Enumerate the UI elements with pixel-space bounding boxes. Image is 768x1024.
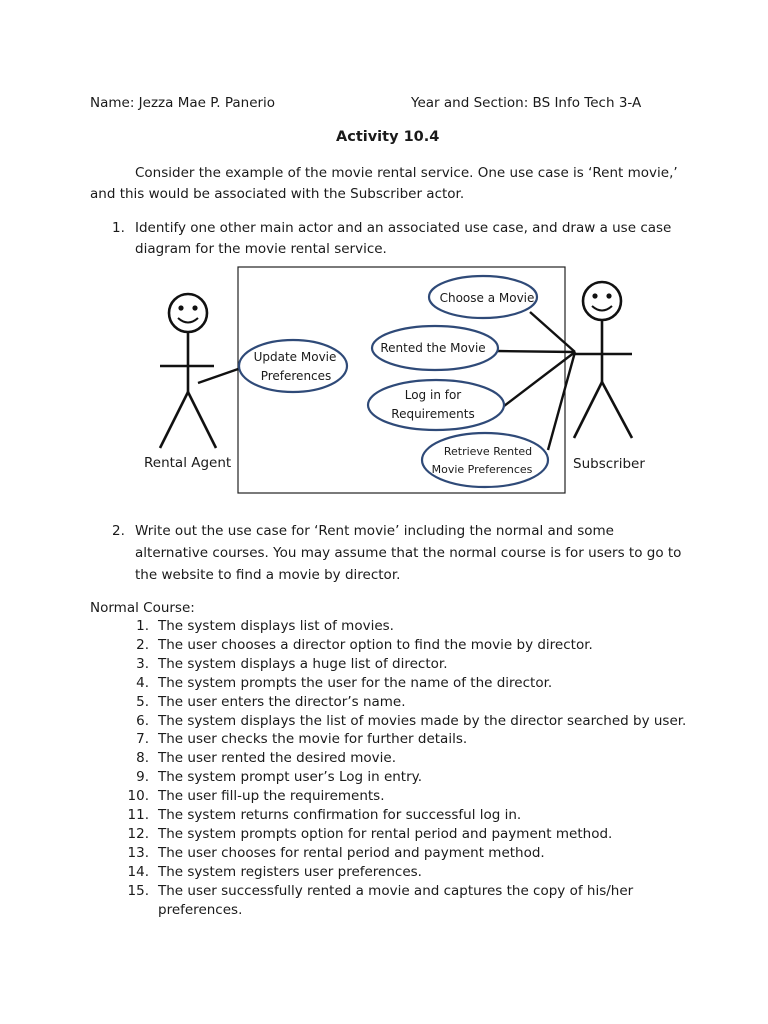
question-2-number: 2. (112, 523, 125, 539)
question-2-line-2: alternative courses. You may assume that the normal course is for users to go to (135, 545, 682, 561)
list-item: The user enters the director’s name. (158, 694, 406, 710)
question-2-line-3: the website to find a movie by director. (135, 567, 401, 583)
list-item: The user checks the movie for further details. (158, 731, 468, 747)
use-case-retrieve-preferences (422, 433, 548, 487)
choose-label: Choose a Movie (439, 291, 535, 305)
normal-course-heading: Normal Course: (90, 600, 195, 616)
list-item: The system displays the list of movies made by the director searched by user. (158, 713, 687, 729)
intro-line-1: Consider the example of the movie rental service. One use case is ‘Rent movie,’ (135, 165, 678, 181)
retrieve-label-2: Movie Preferences (431, 463, 533, 476)
list-item-number: 3. (136, 656, 149, 672)
list-item-number: 6. (136, 713, 149, 729)
rental-agent-face (178, 305, 198, 322)
student-name: Name: Jezza Mae P. Panerio (90, 95, 276, 111)
list-item: The user chooses for rental period and payment method. (158, 845, 545, 861)
retrieve-label-1: Retrieve Rented (443, 445, 533, 458)
list-item: The system displays list of movies. (158, 618, 394, 634)
list-item: The user fill-up the requirements. (158, 788, 385, 804)
year-section: Year and Section: BS Info Tech 3-A (411, 95, 642, 111)
list-item-number: 12. (127, 826, 149, 842)
list-item-number: 11. (127, 807, 149, 823)
list-item: The user successfully rented a movie and captures the copy of his/her (158, 883, 634, 899)
subscriber-label: Subscriber (573, 456, 645, 472)
list-item-number: 9. (136, 769, 149, 785)
list-item-number: 8. (136, 750, 149, 766)
update-label-2: Preferences (260, 369, 332, 383)
question-1-number: 1. (112, 220, 125, 236)
list-item-number: 4. (136, 675, 149, 691)
rental-agent-label: Rental Agent (144, 455, 232, 471)
list-item: The system prompts the user for the name of the director. (158, 675, 553, 691)
list-item-number: 7. (136, 731, 149, 747)
list-item: The system displays a huge list of director. (158, 656, 448, 672)
question-2-line-1: Write out the use case for ‘Rent movie’ including the normal and some (135, 523, 614, 539)
association-subscriber-retrieve (548, 352, 575, 450)
subscriber-actor (572, 282, 632, 438)
list-item-number: 2. (136, 637, 149, 653)
rented-label: Rented the Movie (380, 341, 486, 355)
list-item: The system prompts option for rental period and payment method. (158, 826, 613, 842)
list-item: The system prompt user’s Log in entry. (158, 769, 423, 785)
question-1-line-2: diagram for the movie rental service. (135, 241, 387, 257)
list-item: The system returns confirmation for successful log in. (158, 807, 522, 823)
list-item: The system registers user preferences. (158, 864, 422, 880)
page-title: Activity 10.4 (336, 129, 440, 145)
list-item: The user chooses a director option to find the movie by director. (158, 637, 593, 653)
association-agent-update (198, 368, 241, 383)
list-item: The user rented the desired movie. (158, 750, 396, 766)
update-label-1: Update Movie (253, 350, 337, 364)
list-item-number: 14. (127, 864, 149, 880)
subscriber-face (592, 293, 612, 310)
login-label-2: Requirements (391, 407, 475, 421)
association-subscriber-choose (530, 312, 575, 352)
association-subscriber-rented (497, 351, 575, 352)
rental-agent-actor (160, 294, 216, 448)
list-item-number: 15. (127, 883, 149, 899)
association-subscriber-login (504, 352, 575, 406)
list-item-number: 13. (127, 845, 149, 861)
list-item-number: 10. (127, 788, 149, 804)
list-item-number: 1. (136, 618, 149, 634)
list-item-number: 5. (136, 694, 149, 710)
use-case-update-preferences (239, 340, 347, 392)
question-1-line-1: Identify one other main actor and an associated use case, and draw a use case (135, 220, 672, 236)
intro-line-2: and this would be associated with the Subscriber actor. (90, 186, 465, 202)
login-label-1: Log in for (404, 388, 462, 402)
list-item-continuation: preferences. (158, 902, 243, 918)
